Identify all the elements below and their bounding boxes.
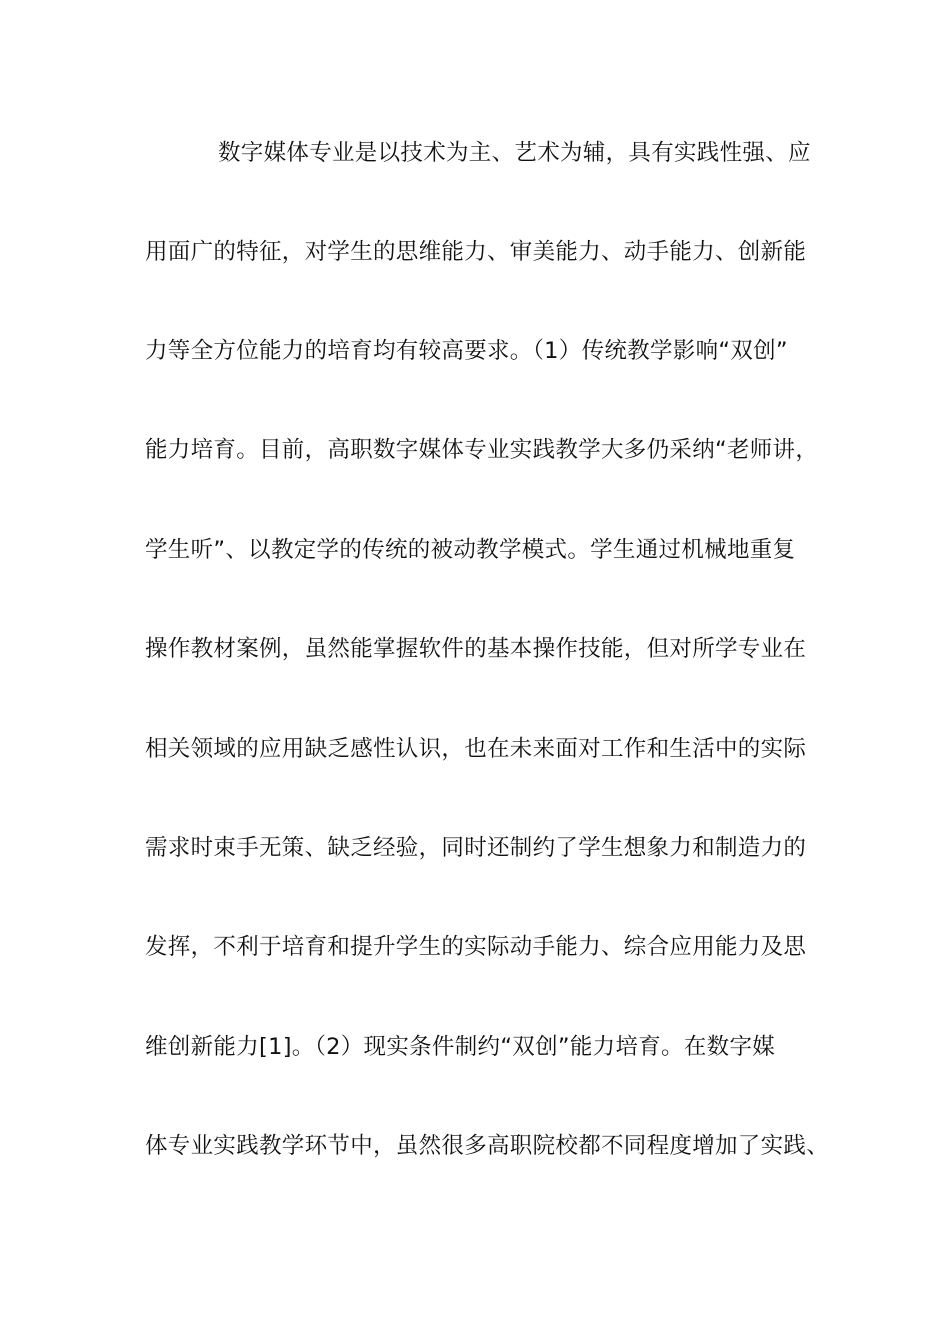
paragraph-line: 能力培育。目前，高职数字媒体专业实践教学大多仍采纳“老师讲，	[145, 437, 819, 463]
paragraph-line: 力等全方位能力的培育均有较高要求。（1）传统教学影响“双创”	[145, 338, 788, 364]
paragraph-line: 学生听”、以教定学的传统的被动教学模式。学生通过机械地重复	[145, 537, 796, 563]
paragraph-line: 发挥，不利于培育和提升学生的实际动手能力、综合应用能力及思	[145, 934, 807, 960]
paragraph-line: 用面广的特征，对学生的思维能力、审美能力、动手能力、创新能	[145, 239, 807, 265]
paragraph-line: 操作教材案例，虽然能掌握软件的基本操作技能，但对所学专业在	[145, 636, 807, 662]
paragraph-line: 数字媒体专业是以技术为主、艺术为辅，具有实践性强、应	[218, 140, 811, 166]
paragraph-line: 维创新能力[1]。（2）现实条件制约“双创”能力培育。在数字媒	[145, 1034, 776, 1060]
paragraph-line: 相关领域的应用缺乏感性认识，也在未来面对工作和生活中的实际	[145, 736, 807, 762]
paragraph-line: 需求时束手无策、缺乏经验，同时还制约了学生想象力和制造力的	[145, 835, 807, 861]
paragraph-line: 体专业实践教学环节中，虽然很多高职院校都不同程度增加了实践、	[145, 1133, 830, 1159]
